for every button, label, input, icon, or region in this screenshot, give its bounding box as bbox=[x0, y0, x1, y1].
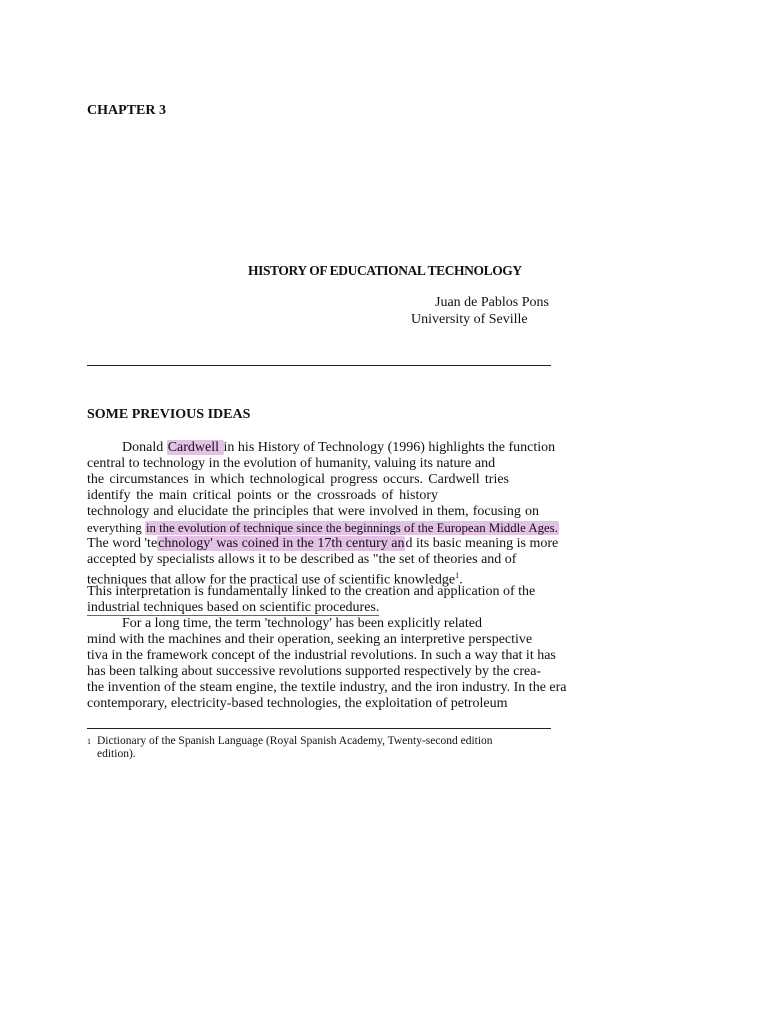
highlighted-text: Cardwell bbox=[167, 440, 223, 455]
footnote-mark: 1 bbox=[87, 737, 91, 746]
highlighted-text: chnology' was coined in the 17th century an bbox=[158, 536, 405, 551]
body-line: has been talking about successive revolutions supported respectively by the crea- bbox=[87, 664, 542, 679]
text-span: in his History of Technology (1996) highlights the function bbox=[223, 440, 556, 455]
text-span: techniques that allow for the practical use of scientific knowledge bbox=[87, 572, 456, 588]
footnote-text-line: Dictionary of the Spanish Language (Royal Spanish Academy, Twenty-second edition bbox=[97, 735, 493, 747]
body-line: central to technology in the evolution of humanity, valuing its nature and bbox=[87, 456, 496, 471]
section-heading: SOME PREVIOUS IDEAS bbox=[87, 407, 251, 422]
body-line: the invention of the steam engine, the textile industry, and the iron industry. In the era bbox=[87, 680, 567, 695]
body-line: This interpretation is fundamentally linked to the creation and application of the bbox=[87, 584, 536, 599]
underlined-text: industrial techniques based on scientific procedures. bbox=[87, 600, 380, 615]
footnote-reference: 1 bbox=[455, 571, 460, 580]
body-line: tiva in the framework concept of the industrial revolutions. In such a way that it has bbox=[87, 648, 556, 663]
text-span: . bbox=[459, 572, 463, 588]
header-divider bbox=[87, 365, 551, 366]
body-line bbox=[87, 536, 558, 552]
author-affiliation: University of Seville bbox=[411, 312, 528, 327]
body-line: contemporary, electricity-based technologies, the exploitation of petroleum bbox=[87, 696, 508, 711]
footnote-text-line: edition). bbox=[97, 748, 136, 760]
body-line bbox=[122, 440, 555, 456]
body-line: identify the main critical points or the crossroads of history bbox=[87, 488, 438, 503]
highlighted-text: in the evolution of technique since the beginnings of the European Middle Ages. bbox=[145, 521, 558, 535]
text-span: Donald bbox=[122, 440, 167, 455]
body-line: the circumstances in which technological progress occurs. Cardwell tries bbox=[87, 472, 509, 487]
text-span: d its basic meaning is more bbox=[405, 536, 559, 551]
text-span: everything bbox=[87, 521, 145, 535]
body-line: technology and elucidate the principles that were involved in them, focusing on bbox=[87, 504, 539, 519]
body-line: For a long time, the term 'technology' has been explicitly related bbox=[122, 616, 482, 631]
body-line bbox=[87, 520, 559, 536]
chapter-label: CHAPTER 3 bbox=[87, 103, 166, 118]
footnote-divider bbox=[87, 728, 551, 729]
author-name: Juan de Pablos Pons bbox=[435, 295, 549, 310]
chapter-title: HISTORY OF EDUCATIONAL TECHNOLOGY bbox=[248, 263, 522, 278]
body-line bbox=[87, 600, 379, 616]
body-line: accepted by specialists allows it to be described as "the set of theories and of bbox=[87, 552, 517, 567]
text-span: The word 'te bbox=[87, 536, 158, 551]
body-line: mind with the machines and their operation, seeking an interpretive perspective bbox=[87, 632, 533, 647]
